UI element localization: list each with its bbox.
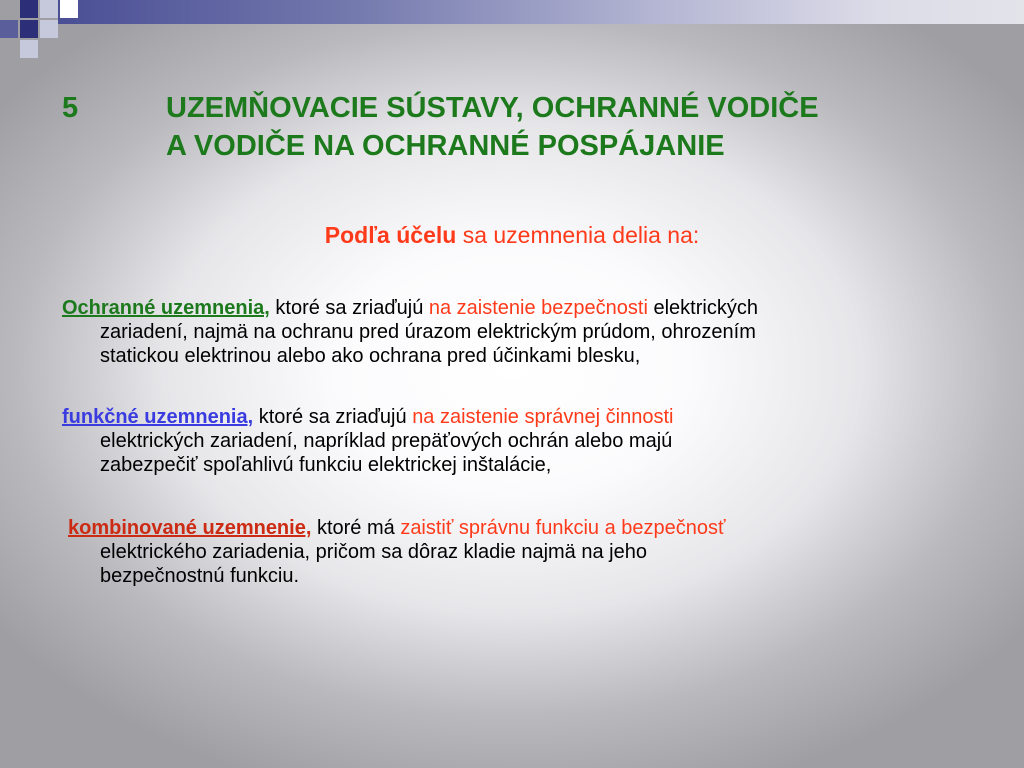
- item-lead: kombinované uzemnenie,: [68, 517, 312, 539]
- decorative-square: [60, 0, 78, 18]
- item-continuation: zabezpečiť spoľahlivú funkciu elektrickej inštalácie,: [100, 454, 552, 476]
- decorative-square: [40, 0, 58, 18]
- item-highlight: na zaistenie bezpečnosti: [428, 297, 648, 319]
- decorative-square: [0, 20, 18, 38]
- item-lead: Ochranné uzemnenia,: [62, 297, 270, 319]
- list-item-protective-earthing: [62, 296, 962, 368]
- item-continuation: bezpečnostnú funkciu.: [100, 565, 300, 587]
- item-highlight: zaistiť správnu funkciu a bezpečnosť: [400, 517, 726, 539]
- subtitle-rest: sa uzemnenia delia na:: [456, 222, 700, 248]
- decorative-square: [20, 40, 38, 58]
- item-continuation: statickou elektrinou alebo ako ochrana pred účinkami blesku,: [100, 345, 641, 367]
- top-decorative-bar: [58, 0, 1024, 24]
- section-number: 5: [62, 92, 79, 124]
- item-text: elektrických: [647, 297, 758, 319]
- item-continuation: zariadení, najmä na ochranu pred úrazom elektrickým prúdom, ohrozením: [100, 321, 756, 343]
- item-highlight: na zaistenie správnej činnosti: [412, 406, 674, 428]
- item-continuation: elektrického zariadenia, pričom sa dôraz kladie najmä na jeho: [100, 541, 647, 563]
- title-line-1: UZEMŇOVACIE SÚSTAVY, OCHRANNÉ VODIČE: [166, 92, 819, 124]
- item-text: ktoré sa zriaďujú: [269, 297, 429, 319]
- list-item-functional-earthing: [62, 405, 962, 477]
- item-text: ktoré sa zriaďujú: [253, 406, 413, 428]
- slide-subtitle: [0, 222, 1024, 249]
- subtitle-bold: Podľa účelu: [324, 222, 457, 248]
- decorative-square: [20, 0, 38, 18]
- item-lead: funkčné uzemnenia,: [62, 406, 254, 428]
- list-item-combined-earthing: [68, 516, 968, 588]
- item-text: ktoré má: [311, 517, 401, 539]
- decorative-square: [40, 20, 58, 38]
- title-line-2: A VODIČE NA OCHRANNÉ POSPÁJANIE: [166, 130, 725, 162]
- item-continuation: elektrických zariadení, napríklad prepäťových ochrán alebo majú: [100, 430, 673, 452]
- decorative-square: [20, 20, 38, 38]
